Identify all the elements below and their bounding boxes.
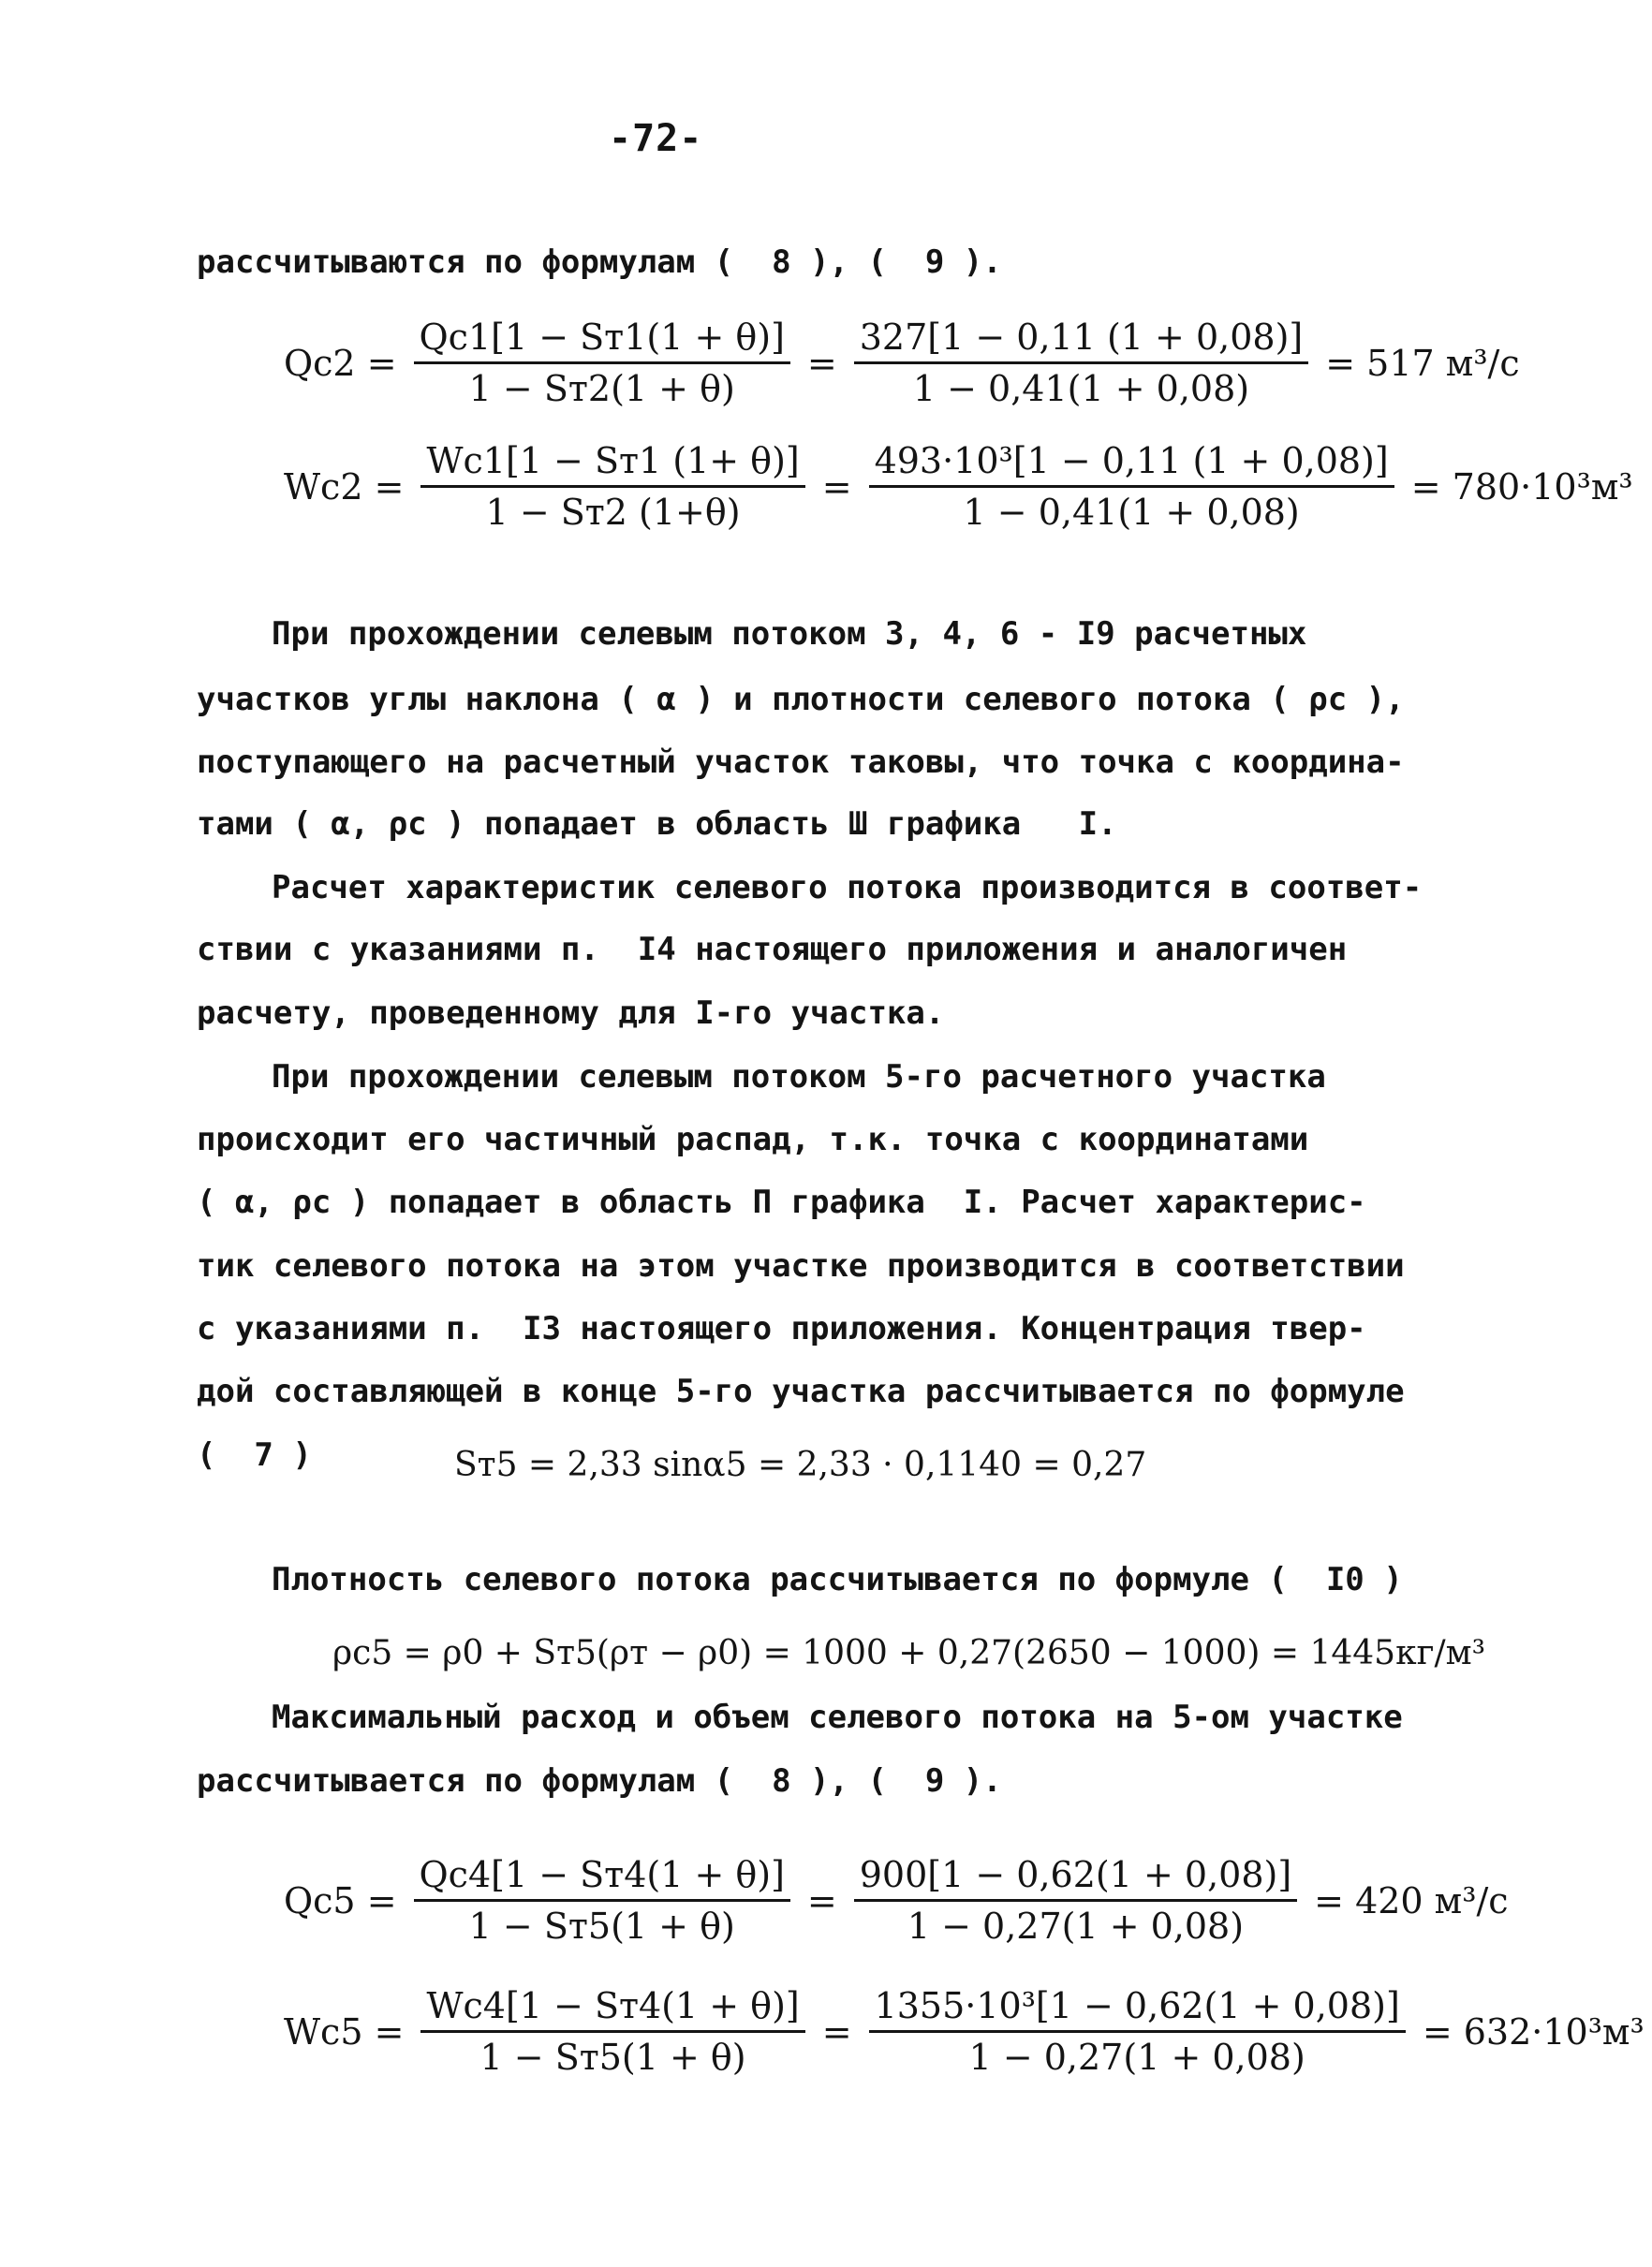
denominator: 1 − Sт5(1 + θ) — [479, 2037, 746, 2078]
page-number: -72- — [609, 117, 703, 160]
denominator: 1 − 0,41(1 + 0,08) — [963, 492, 1300, 533]
numerator: 1355·10³[1 − 0,62(1 + 0,08)] — [869, 1985, 1406, 2033]
denominator: 1 − Sт2(1 + θ) — [468, 368, 735, 409]
denominator: 1 − 0,27(1 + 0,08) — [968, 2037, 1305, 2078]
text-line: тами ( α, ρс ) попадает в область Ш графика I. — [197, 805, 1117, 843]
fraction — [420, 440, 804, 533]
fraction — [854, 316, 1308, 409]
numerator: 327[1 − 0,11 (1 + 0,08)] — [854, 316, 1308, 364]
text-line: ( α, ρс ) попадает в область П графика I. Расчет характерис- — [197, 1184, 1366, 1221]
formula-lhs: Qc5 = — [284, 1879, 397, 1921]
text-line: При прохождении селевым потоком 3, 4, 6 - I9 расчетных — [272, 615, 1307, 653]
denominator: 1 − Sт5(1 + θ) — [468, 1906, 735, 1947]
fraction — [420, 1985, 804, 2078]
numerator: 493·10³[1 − 0,11 (1 + 0,08)] — [869, 440, 1394, 488]
text-line: происходит его частичный распад, т.к. точка с координатами — [197, 1121, 1309, 1158]
formula-q-c2 — [276, 316, 1527, 409]
equals-sign: = — [821, 2010, 852, 2053]
text-line: Максимальный расход и объем селевого потока на 5-ом участке — [272, 1699, 1403, 1736]
fraction — [869, 440, 1394, 533]
formula-lhs: Wc2 = — [284, 465, 405, 508]
text-line: рассчитываются по формулам ( 8 ), ( 9 ). — [197, 243, 1002, 281]
formula-rho-c5: ρc5 = ρ0 + Sт5(ρт − ρ0) = 1000 + 0,27(2650 − 1000) = 1445кг/м³ — [332, 1634, 1486, 1672]
fraction — [414, 1854, 790, 1947]
equals-sign: = — [821, 465, 852, 508]
text-line: рассчитывается по формулам ( 8 ), ( 9 ). — [197, 1762, 1002, 1800]
numerator: Wc1[1 − Sт1 (1+ θ)] — [420, 440, 804, 488]
numerator: Qc1[1 − Sт1(1 + θ)] — [414, 316, 790, 364]
text-line: тик селевого потока на этом участке производится в соответствии — [197, 1247, 1405, 1285]
fraction — [869, 1985, 1406, 2078]
numerator: Qc4[1 − Sт4(1 + θ)] — [414, 1854, 790, 1902]
formula-result: = 517 м³/с — [1325, 342, 1520, 384]
formula-w-c2 — [276, 440, 1641, 533]
text-line: с указаниями п. I3 настоящего приложения. Концентрация твер- — [197, 1310, 1366, 1347]
text-line: поступающего на расчетный участок таковы, что точка с координа- — [197, 743, 1405, 781]
text-line: участков углы наклона ( α ) и плотности селевого потока ( ρс ), — [197, 681, 1405, 718]
fraction — [414, 316, 790, 409]
formula-q-c5 — [276, 1854, 1516, 1947]
formula-result: = 420 м³/с — [1314, 1879, 1509, 1921]
text-line: расчету, проведенному для I-го участка. — [197, 994, 945, 1032]
text-line: При прохождении селевым потоком 5-го расчетного участка — [272, 1058, 1326, 1096]
equals-sign: = — [806, 1879, 837, 1921]
formula-lhs: Wc5 = — [284, 2010, 405, 2053]
denominator: 1 − 0,27(1 + 0,08) — [907, 1906, 1245, 1947]
text-line: ствии с указаниями п. I4 настоящего приложения и аналогичен — [197, 931, 1348, 968]
equals-sign: = — [806, 342, 837, 384]
denominator: 1 − Sт2 (1+θ) — [485, 492, 741, 533]
fraction — [854, 1854, 1297, 1947]
numerator: 900[1 − 0,62(1 + 0,08)] — [854, 1854, 1297, 1902]
text-line: ( 7 ) — [197, 1436, 312, 1474]
denominator: 1 − 0,41(1 + 0,08) — [912, 368, 1250, 409]
text-line: Плотность селевого потока рассчитывается по формуле ( I0 ) — [272, 1561, 1403, 1598]
text-line: Расчет характеристик селевого потока производится в соответ- — [272, 869, 1423, 906]
formula-s-t5: Sт5 = 2,33 sinα5 = 2,33 · 0,1140 = 0,27 — [454, 1446, 1147, 1484]
numerator: Wc4[1 − Sт4(1 + θ)] — [420, 1985, 804, 2033]
formula-result: = 632·10³м³ — [1422, 2010, 1645, 2053]
formula-lhs: Qc2 = — [284, 342, 397, 384]
formula-w-c5 — [276, 1985, 1652, 2078]
text-line: дой составляющей в конце 5-го участка рассчитывается по формуле — [197, 1373, 1405, 1410]
formula-result: = 780·10³м³ — [1410, 465, 1633, 508]
